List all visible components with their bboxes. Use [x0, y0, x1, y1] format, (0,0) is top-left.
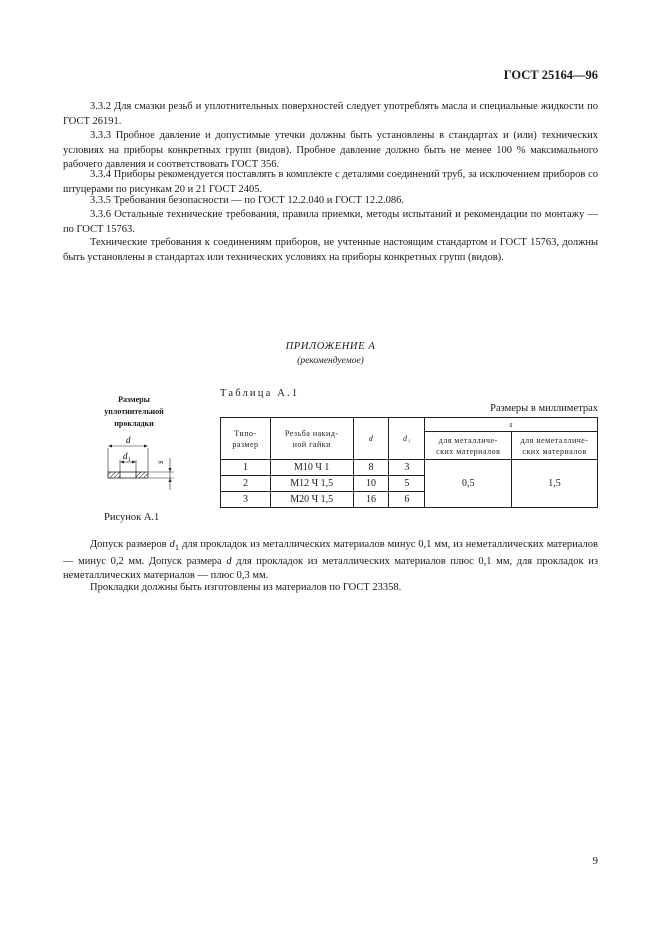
cell-d: 16 [353, 492, 389, 508]
header-d: d [353, 418, 389, 460]
table-title: Таблица А.1 [220, 388, 300, 399]
paragraph-3-3-5: 3.3.5 Требования безопасности — по ГОСТ 12.2.040 и ГОСТ 12.2.086. [90, 195, 404, 206]
cell-s-metal: 0,5 [425, 460, 512, 508]
paragraph-3-3-6: 3.3.6 Остальные технические требования, правила приемки, методы испытаний и рекомендации по монтажу — по ГОСТ 15763. [63, 209, 598, 235]
header-type-line: размер [232, 439, 259, 449]
dimension-d-label: d [126, 435, 131, 445]
header-metal-line: ских материалов [436, 446, 501, 456]
figure-caption-line: Размеры [118, 395, 150, 404]
header-thread-line: Резьба накид- [284, 428, 339, 438]
paragraph-3-3-3: 3.3.3 Пробное давление и допустимые утечки должны быть установлены в стандартах и (или) технических условиях на приборы конкретных групп (видов). Пробное давление должно быть не менее 100 % максимального рабочего давления и соответствовать ГОСТ 356. [63, 130, 598, 171]
gasket-section [108, 472, 148, 478]
note-materials: Прокладки должны быть изготовлены из материалов по ГОСТ 23358. [90, 582, 402, 593]
gasket-drawing [100, 432, 180, 500]
figure-caption [94, 394, 174, 430]
dimension-d1-label: d₁ [123, 451, 131, 461]
figure-caption-line: прокладки [114, 419, 154, 428]
header-metal-line: для металличе- [438, 435, 498, 445]
cell-type: 2 [221, 476, 271, 492]
cell-d: 8 [353, 460, 389, 476]
header-nonmetal [512, 432, 598, 460]
table-units: Размеры в миллиметрах [490, 403, 598, 414]
note-tolerances [63, 538, 598, 584]
paragraph-3-3-2: 3.3.2 Для смазки резьб и уплотнительных поверхностей следует употреблять масла и специальные жидкости по ГОСТ 26191. [63, 101, 598, 127]
page-number: 9 [592, 855, 598, 867]
note-symbol: d [226, 555, 232, 567]
cell-d1: 3 [389, 460, 425, 476]
cell-d: 10 [353, 476, 389, 492]
figure-caption-line: уплотнительной [104, 407, 164, 416]
cell-type: 3 [221, 492, 271, 508]
note-text: для прокладок из металлических материалов минус 0,1 мм, из неметаллических материалов — минус 0,2 мм. Допуск размера [63, 539, 598, 567]
cell-d1: 6 [389, 492, 425, 508]
appendix-subtitle: (рекомендуемое) [297, 356, 364, 366]
cell-thread: М12 Ч 1,5 [270, 476, 353, 492]
document-id: ГОСТ 25164—96 [503, 68, 598, 82]
cell-thread: М20 Ч 1,5 [270, 492, 353, 508]
header-s: s [425, 418, 598, 432]
cell-thread: М10 Ч 1 [270, 460, 353, 476]
note-text: для прокладок из металлических материалов плюс 0,1 мм, для прокладок из неметаллических материалов — плюс 0,3 мм. [63, 555, 598, 582]
header-d1: d₁ [389, 418, 425, 460]
header-metal [425, 432, 512, 460]
table-row [221, 460, 598, 476]
header-nonmetal-line: ских материалов [522, 446, 587, 456]
cell-d1: 5 [389, 476, 425, 492]
dimension-s [149, 458, 174, 490]
cell-type: 1 [221, 460, 271, 476]
figure-label: Рисунок А.1 [104, 512, 160, 523]
note-symbol: d [169, 539, 175, 550]
header-type-line: Типо- [234, 428, 257, 438]
note-subscript: 1 [174, 542, 180, 553]
header-type [221, 418, 271, 460]
cell-s-nonmetal: 1,5 [512, 460, 598, 508]
header-nonmetal-line: для неметалличе- [520, 435, 589, 445]
header-thread [270, 418, 353, 460]
paragraph-general-requirements: Технические требования к соединениям приборов, не учтенные настоящим стандартом и ГОСТ 15763, должны быть установлены в стандартах или технических условиях на приборы конкретных групп (видов). [63, 237, 598, 263]
appendix-title: ПРИЛОЖЕНИЕ А [285, 341, 376, 352]
note-text: Допуск размеров [90, 539, 170, 550]
paragraph-3-3-4: 3.3.4 Приборы рекомендуется поставлять в комплекте с деталями соединений труб, за исключением приборов со штуцерами по рисункам 20 и 21 ГОСТ 2405. [63, 169, 598, 195]
dimension-s-label: s [155, 460, 165, 464]
dimension-d1 [120, 451, 136, 472]
dimensions-table [220, 417, 598, 508]
header-thread-line: ной гайки [292, 439, 331, 449]
